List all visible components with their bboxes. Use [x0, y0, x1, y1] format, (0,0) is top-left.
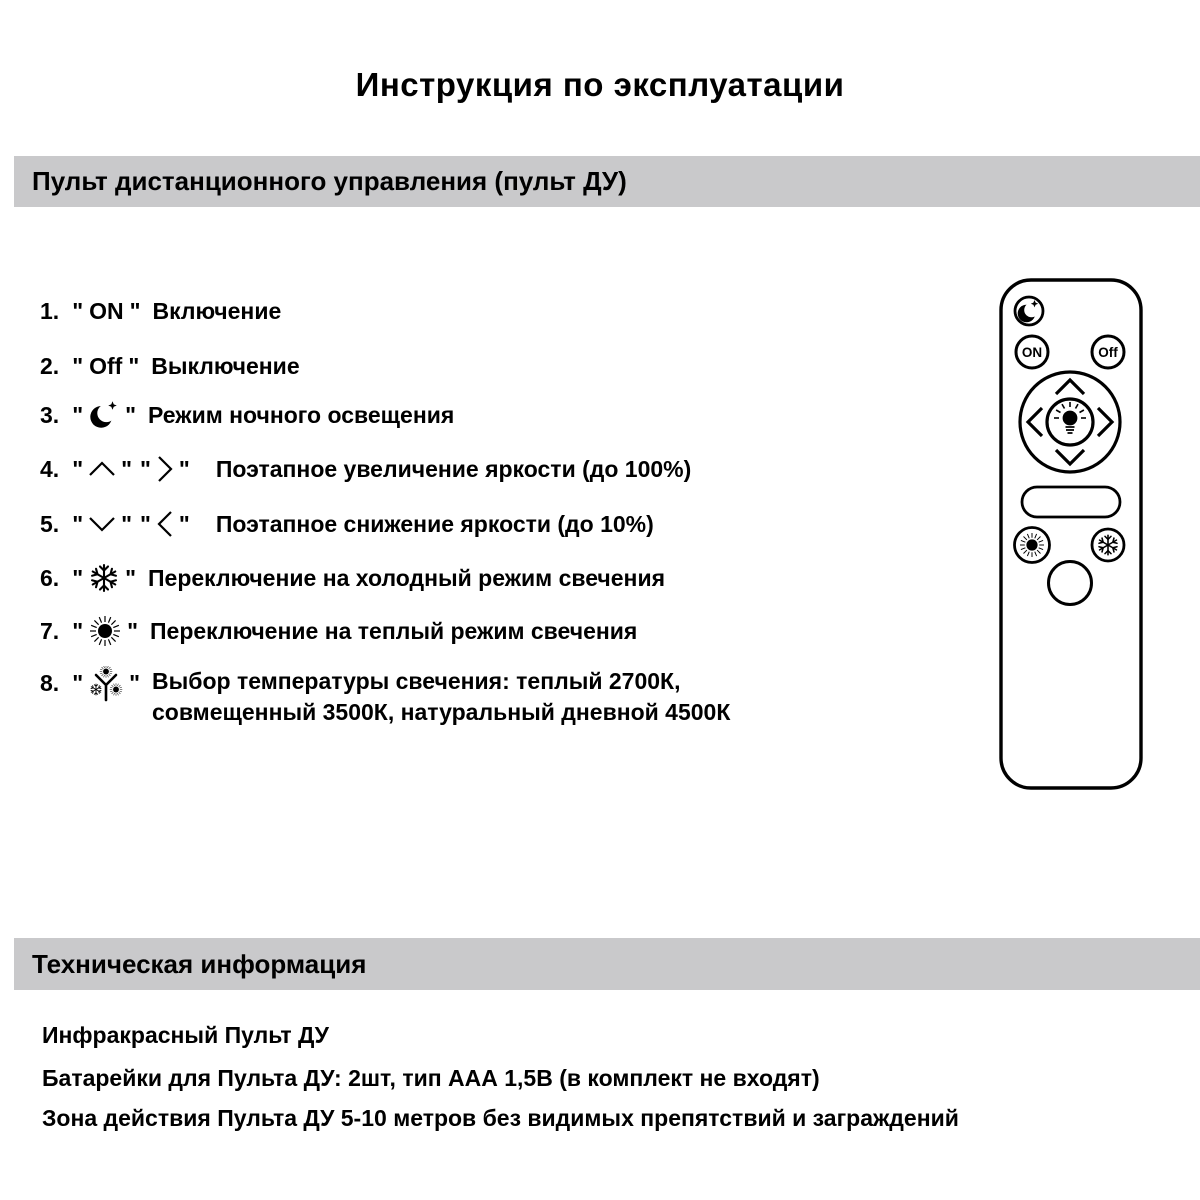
section-header-tech: [14, 938, 1200, 990]
section-header-remote: [14, 156, 1200, 207]
list-item-warm-mode: [40, 613, 637, 649]
quote-mark: ": [72, 564, 84, 591]
tech-info-line: Батарейки для Пульта ДУ: 2шт, тип ААА 1,5В (в комплект не входят): [42, 1065, 820, 1091]
item-number: 1.: [40, 297, 60, 324]
quote-mark: ": [72, 352, 84, 379]
quote-mark: ": [178, 455, 190, 482]
snowflake-icon: [87, 561, 121, 595]
button-label-on: ON: [89, 297, 124, 324]
page-title: Инструкция по эксплуатации: [355, 66, 845, 103]
tech-info-line: Зона действия Пульта ДУ 5-10 метров без видимых препятствий и заграждений: [42, 1105, 959, 1131]
quote-mark: ": [125, 401, 136, 428]
quote-mark: ": [129, 297, 141, 324]
item-number: 4.: [40, 455, 60, 482]
item-number: 8.: [40, 670, 60, 696]
chevron-left-icon: [155, 509, 175, 539]
quote-mark: ": [128, 352, 140, 379]
item-description: [152, 666, 730, 728]
list-item-cold-mode: [40, 560, 665, 596]
item-description: Переключение на теплый режим свечения: [150, 617, 638, 644]
quote-mark: ": [121, 455, 132, 482]
item-description: Переключение на холодный режим свечения: [148, 564, 666, 591]
remote-off-label: Off: [1098, 345, 1118, 360]
list-item-night-mode: [40, 397, 454, 433]
remote-on-label: ON: [1021, 345, 1043, 360]
tech-info-line: Инфракрасный Пульт ДУ: [42, 1022, 329, 1048]
list-item-brightness-down: [40, 506, 654, 542]
item-number: 5.: [40, 510, 60, 537]
moon-star-icon: [87, 398, 121, 432]
item-description: Включение: [152, 297, 282, 324]
list-item-brightness-up: [40, 451, 691, 487]
quote-mark: ": [72, 401, 84, 428]
quote-mark: ": [140, 455, 151, 482]
quote-mark: ": [125, 564, 136, 591]
quote-mark: ": [72, 617, 84, 644]
quote-mark: ": [121, 510, 132, 537]
quote-mark: ": [72, 510, 84, 537]
item-number: 2.: [40, 352, 60, 379]
quote-mark: ": [129, 670, 140, 696]
item-number: 3.: [40, 401, 60, 428]
chevron-down-icon: [87, 514, 117, 534]
item-number: 6.: [40, 564, 60, 591]
quote-mark: ": [178, 510, 190, 537]
list-item-off: [40, 348, 300, 384]
list-item-on: [40, 293, 281, 329]
quote-mark: ": [72, 297, 84, 324]
item-description: Выключение: [151, 352, 300, 379]
sun-icon: [87, 613, 123, 649]
remote-illustration: [998, 277, 1144, 791]
quote-mark: ": [127, 617, 138, 644]
section-header-tech-label: Техническая информация: [32, 948, 367, 979]
item-description: Режим ночного освещения: [148, 401, 455, 428]
chevron-up-icon: [87, 459, 117, 479]
chevron-right-icon: [155, 454, 175, 484]
quote-mark: ": [140, 510, 151, 537]
list-item-temperature-select: [40, 666, 730, 728]
item-number: 7.: [40, 617, 60, 644]
quote-mark: ": [72, 455, 84, 482]
item-description-line2: совмещенный 3500К, натуральный дневной 4500К: [152, 699, 731, 725]
section-header-remote-label: Пульт дистанционного управления (пульт ДУ): [32, 166, 627, 196]
button-label-off: Off: [89, 352, 123, 379]
item-description: Поэтапное увеличение яркости (до 100%): [215, 455, 692, 482]
item-description-line1: Выбор температуры свечения: теплый 2700К,: [152, 668, 681, 694]
temperature-select-icon: [87, 666, 125, 704]
item-description: Поэтапное снижение яркости (до 10%): [215, 510, 654, 537]
quote-mark: ": [72, 670, 84, 696]
